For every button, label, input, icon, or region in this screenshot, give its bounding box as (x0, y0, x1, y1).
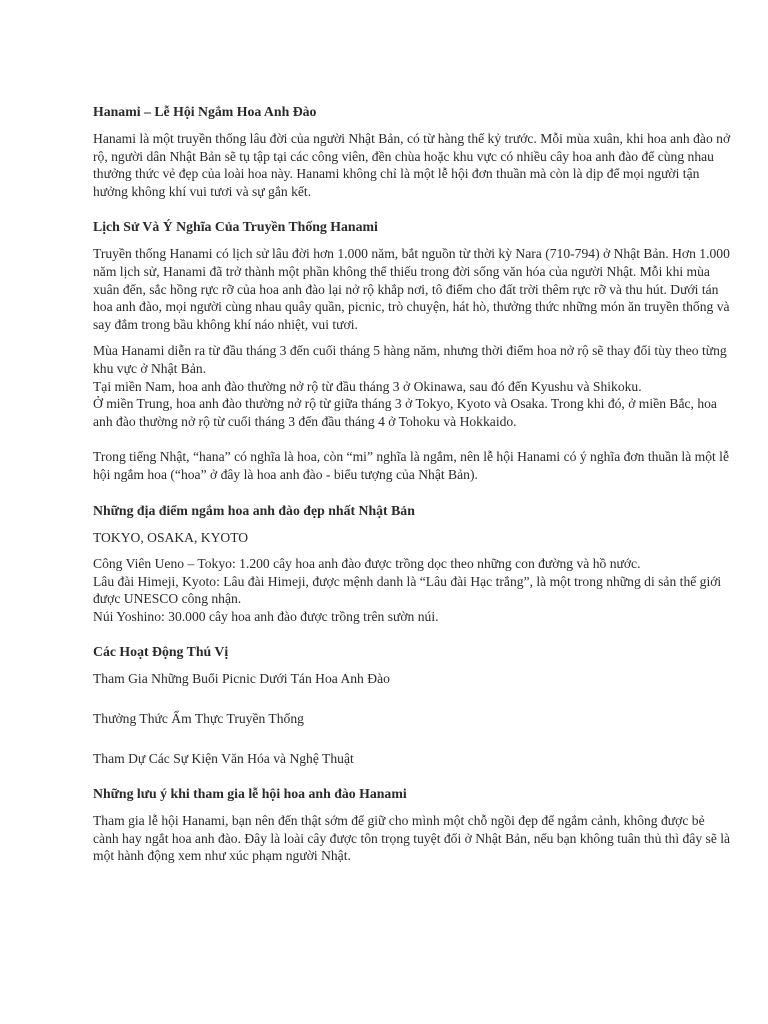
activity-item: Thưởng Thức Ẩm Thực Truyền Thống (93, 711, 304, 727)
season-line-2: Tại miền Nam, hoa anh đào thường nở rộ từ đầu tháng 3 ở Okinawa, sau đó đến Kyushu và Shikoku. (93, 378, 642, 394)
season-line-1: Mùa Hanami diễn ra từ đầu tháng 3 đến cuối tháng 5 hàng năm, nhưng thời điểm hoa nở rộ sẽ thay đổi tùy theo từng khu vực ở Nhật Bản. (93, 343, 727, 376)
history-paragraph-1: Truyền thống Hanami có lịch sử lâu đời hơn 1.000 năm, bắt nguồn từ thời kỳ Nara (710-794) ở Nhật Bản. Hơn 1.000 năm lịch sử, Hanami đã trở thành một phần không thể thiếu trong đời sống văn hóa của người Nhật. Mỗi khi mùa xuân đến, sắc hồng rực rỡ của hoa anh đào lại nở rộ khắp nơi, tô điểm cho đất trời thêm rực rỡ và thu hút. Dưới tán hoa anh đào, mọi người cùng nhau quây quần, picnic, trò chuyện, hát hò, thưởng thức những món ăn truyền thống và say đắm trong bầu không khí náo nhiệt, vui tươi. (93, 246, 730, 332)
places-list (93, 555, 733, 625)
notes-heading: Những lưu ý khi tham gia lễ hội hoa anh đào Hanami (93, 786, 407, 802)
places-heading: Những địa điểm ngắm hoa anh đào đẹp nhất Nhật Bản (93, 502, 415, 518)
place-yoshino: Núi Yoshino: 30.000 cây hoa anh đào được trồng trên sườn núi. (93, 608, 439, 624)
season-line-3: Ở miền Trung, hoa anh đào thường nở rộ từ giữa tháng 3 ở Tokyo, Kyoto và Osaka. Trong khi đó, ở miền Bắc, hoa anh đào thường nở rộ từ cuối tháng 3 đến đầu tháng 4 ở Tohoku và Hokkaido. (93, 396, 717, 429)
intro-paragraph: Hanami là một truyền thống lâu đời của người Nhật Bản, có từ hàng thế kỷ trước. Mỗi mùa xuân, khi hoa anh đào nở rộ, người dân Nhật Bản sẽ tụ tập tại các công viên, đền chùa hoặc khu vực có nhiều cây hoa anh đào để cùng nhau thưởng thức vẻ đẹp của loài hoa này. Hanami không chỉ là một lễ hội đơn thuần mà còn là dịp để mọi người tận hưởng không khí vui tươi và sự gắn kết. (93, 131, 731, 199)
document-title: Hanami – Lễ Hội Ngắm Hoa Anh Đào (93, 104, 317, 119)
history-paragraph-3: Trong tiếng Nhật, “hana” có nghĩa là hoa, còn “mi” nghĩa là ngắm, nên lễ hội Hanami có ý nghĩa đơn thuần là một lễ hội ngắm hoa (“hoa” ở đây là hoa anh đào - biểu tượng của Nhật Bản). (93, 449, 729, 482)
activity-item: Tham Dự Các Sự Kiện Văn Hóa và Nghệ Thuật (93, 750, 354, 766)
activity-item: Tham Gia Những Buổi Picnic Dưới Tán Hoa Anh Đào (93, 671, 390, 687)
history-heading: Lịch Sử Và Ý Nghĩa Của Truyền Thống Hanami (93, 219, 378, 235)
activities-heading: Các Hoạt Động Thú Vị (93, 644, 229, 660)
document-page (93, 103, 733, 865)
place-ueno: Công Viên Ueno – Tokyo: 1.200 cây hoa anh đào được trồng dọc theo những con đường và hồ nước. (93, 556, 641, 572)
notes-paragraph: Tham gia lễ hội Hanami, bạn nên đến thật sớm để giữ cho mình một chỗ ngồi đẹp để ngắm cảnh, không được bẻ cành hay ngắt hoa anh đào. Đây là loài cây được tôn trọng tuyệt đối ở Nhật Bản, nếu bạn không tuân thủ thì đây sẽ là một hành động xem như xúc phạm người Nhật. (93, 813, 731, 864)
place-himeji: Lâu đài Himeji, Kyoto: Lâu đài Himeji, được mệnh danh là “Lâu đài Hạc trắng”, là một trong những di sản thế giới được UNESCO công nhận. (93, 573, 722, 607)
season-block (93, 342, 733, 430)
places-cities: TOKYO, OSAKA, KYOTO (93, 529, 249, 545)
